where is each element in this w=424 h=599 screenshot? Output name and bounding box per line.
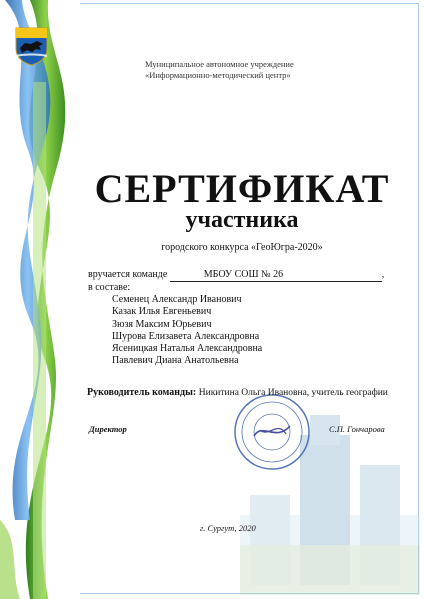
- member-item: Ясеницкая Наталья Александровна: [112, 343, 263, 355]
- member-item: Казак Илья Евгеньевич: [112, 306, 212, 318]
- team-name: МБОУ СОШ № 26: [170, 269, 382, 282]
- official-stamp-icon: [232, 392, 312, 472]
- team-line: [88, 269, 384, 282]
- member-item: Павлевич Диана Анатольевна: [112, 355, 239, 367]
- director-title: Директор: [89, 424, 127, 434]
- organization-line-2: «Информационно-методический центр»: [145, 70, 291, 80]
- certificate-title: СЕРТИФИКАТ: [94, 166, 390, 211]
- awarded-label: вручается команде: [88, 269, 168, 280]
- place-and-date: г. Сургут, 2020: [200, 523, 256, 533]
- leader-label: Руководитель команды:: [87, 387, 197, 398]
- team-leader: [87, 387, 388, 398]
- decorative-ribbon: [0, 0, 80, 599]
- city-emblem-icon: [15, 27, 48, 66]
- composition-label: в составе:: [88, 282, 131, 293]
- organization-name: [145, 59, 294, 81]
- organization-line-1: Муниципальное автономное учреждение: [145, 59, 294, 69]
- team-punctuation: ,: [381, 269, 385, 280]
- member-item: Семенец Александр Иванович: [112, 294, 242, 305]
- certificate-subtitle: участника: [185, 207, 299, 233]
- director-name: С.П. Гончарова: [329, 424, 385, 434]
- members-list: [112, 294, 262, 368]
- member-item: Шурова Елизавета Александровна: [112, 330, 260, 342]
- member-item: Зюзя Максим Юрьевич: [112, 318, 212, 330]
- contest-name: городского конкурса «ГеоЮгра-2020»: [161, 242, 323, 253]
- leader-value: Никитина Ольга Ивановна, учитель географии: [198, 388, 388, 398]
